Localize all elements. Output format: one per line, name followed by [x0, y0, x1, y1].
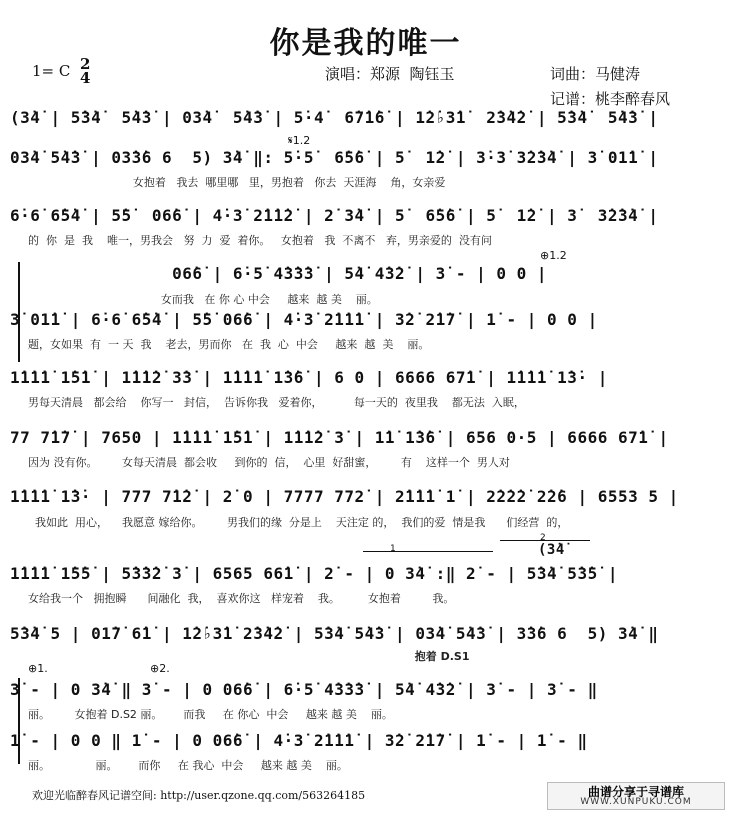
volta-label-1: 1: [390, 544, 396, 554]
singers: 演唱：郑源 陶钰玉: [325, 65, 455, 83]
coda-mark: ⊕2.: [150, 662, 170, 675]
notation-line: 1̇ - | 0 0 ‖ 1̇ - | 0 06̇6̇ | 4̇·3̇ 2̇1̇1̇1̇ | 3̇2̇ 2̇1̇7̇ | 1̇ - | 1̇ - ‖: [10, 731, 588, 750]
notation-line: 5̇3̇4̇ 5 | 01̇7̇ 6̇1̇ | 1̇2̇♭3̇1̇ 2̇3̇4̇2̇ | 5̇3̇4̇ 5̇4̇3̇ | 03̇4̇ 5̇4̇3̇ | 3̇3̇6 6 5) 3̇4̇ ‖: [10, 624, 659, 643]
footer-text: 欢迎光临醉春风记谱空间: http://user.qzone.qq.com/563264185: [32, 789, 366, 802]
coda-mark: ⊕1.: [28, 662, 48, 675]
notation-line: 3̇ - | 0 3̇4̇ ‖ 3̇ - | 0 06̇6̇ | 6̇·5̇ 4̇3̇3̇3̇ | 5̇4̇ 4̇3̇2̇ | 3̇ - | 3̇ - ‖: [10, 680, 598, 699]
notation-line: 03̇4̇ 5̇4̇3̇ | 03̇3̇6 6 5) 3̇4̇ ‖: 5̇·5̇ 6̇5̇6̇ | 5̇ 1̇2̇ | 3̇·3̇ 3̇2̇3̇4̇ | 3̇ 01̇1̇ |: [10, 148, 659, 167]
volta-bracket-1: [363, 551, 493, 552]
notation-line: 06̇6̇ | 6̇·5̇ 4̇3̇3̇3̇ | 5̇4̇ 4̇3̇2̇ | 3̇ - | 0 0 |: [10, 264, 548, 283]
lyric-line: 因为 没有你。 女每天清晨 都会收 到你的 信， 心里 好甜蜜， 有 这样一个 男人对: [28, 456, 510, 469]
lyric-line: 丽。 女抱着 D.S2 丽。 而我 在 你心 中会 越来 越 美 丽。: [28, 708, 393, 721]
transcriber: 记谱：桃李醉春风: [550, 90, 671, 108]
lyric-line: 题，女如果 有 一 天 我 老去，男而你 在 我 心 中会 越来 越 美 丽。: [28, 338, 430, 351]
segno-mark: 𝄋1.2: [288, 134, 311, 147]
notation-line: 77 7̇1̇7̇ | 7650 | 1̇1̇1̇1̇ 1̇5̇1̇ | 1̇1̇1̇2̇ 3̇ | 1̇1̇ 1̇3̇6̇ | 656 0·5 | 6666 67̇1̇ |: [10, 428, 669, 447]
watermark-url: WWW.XUNPUKU.COM: [580, 797, 692, 807]
lyric-line: 的 你 是 我 唯一，男我会 努 力 爱 着你。 女抱着 我 不离不 弃，男亲爱的 没有问: [28, 234, 492, 247]
lyric-line: 丽。 丽。 而你 在 我心 中会 越来 越 美 丽。: [28, 759, 348, 772]
key-signature: 1= C: [32, 62, 71, 80]
notation-line: 1̇1̇1̇1̇ 1̇5̇1̇ | 1̇1̇1̇2̇ 3̇3̇ | 1̇1̇1̇1̇ 1̇3̇6̇ | 6 0 | 6666 67̇1̇ | 1̇1̇1̇1̇ 1̇3̇· |: [10, 368, 608, 387]
notation-line: 1̇1̇1̇1̇ 1̇5̇5̇ | 5̇3̇3̇2̇ 3̇ | 6565 66̇1̇ | 2̇ - | 0 3̇4̇ :‖ 2̇ - | 5̇3̇4̇ 5̇3̇5̇ |: [10, 564, 618, 583]
notation-line: 3̇ 01̇1̇ | 6̇·6̇ 6̇5̇4̇ | 5̇5̇ 06̇6̇ | 4̇·3̇ 2̇1̇1̇1̇ | 3̇2̇ 2̇1̇7̇ | 1̇ - | 0 0 |: [10, 310, 598, 329]
time-signature-bottom: 4: [80, 69, 91, 87]
lyric-line: 我如此 用心， 我愿意 嫁给你。 男我们的缘 分是上 天注定 的， 我们的爱 情是我 们经营 的，: [28, 516, 569, 529]
notation-line: 1̇1̇1̇1̇ 1̇3̇· | 777 7̇1̇2̇ | 2̇ 0 | 7777 772̇ | 2̇1̇1̇1̇ 1̇ | 2̇2̇2̇2̇ 2̇2̇6 | 6553 5 |: [10, 487, 679, 506]
lyric-line: 女而我 在 你 心 中会 越来 越 美 丽。: [28, 293, 378, 306]
volta-label-2: 2: [540, 533, 546, 543]
lyric-line: 抱着 D.S1: [28, 650, 470, 663]
lyric-line: 男每天清晨 都会给 你写一 封信， 告诉你我 爱着你， 每一天的 夜里我 都无法 入眠，: [28, 396, 525, 409]
lyric-line: 女给我一个 拥抱瞬 间融化 我， 喜欢你这 样宠着 我。 女抱着 我。: [28, 592, 455, 605]
time-signature-top: 2: [80, 55, 91, 73]
watermark-title: 曲谱分享于寻谱库: [587, 785, 684, 799]
composer: 词曲：马健涛: [550, 65, 641, 83]
notation-line: (3̇4̇ | 5̇3̇4̇ 5̇4̇3̇ | 03̇4̇ 5̇4̇3̇ | 5̇·4̇ 6̇7̇1̇6̇ | 1̇2̇♭3̇1̇ 2̇3̇4̇2̇ | 5̇3̇4̇ 5̇4̇3̇ |: [10, 108, 659, 127]
watermark: [547, 782, 725, 810]
volta-notes: (3̇4̇: [538, 542, 565, 558]
notation-line: 6̇·6̇ 6̇5̇4̇ | 5̇5̇ 06̇6̇ | 4̇·3̇ 2̇1̇1̇2̇ | 2̇ 3̇4̇ | 5̇ 6̇5̇6̇ | 5̇ 1̇2̇ | 3̇ 3̇2̇3̇4̇ |: [10, 206, 659, 225]
song-title: 你是我的唯一: [269, 26, 462, 61]
coda-mark: ⊕1.2: [540, 249, 567, 262]
lyric-line: 女抱着 我去 哪里哪 里，男抱着 你去 天涯海 角，女亲爱: [28, 176, 446, 189]
